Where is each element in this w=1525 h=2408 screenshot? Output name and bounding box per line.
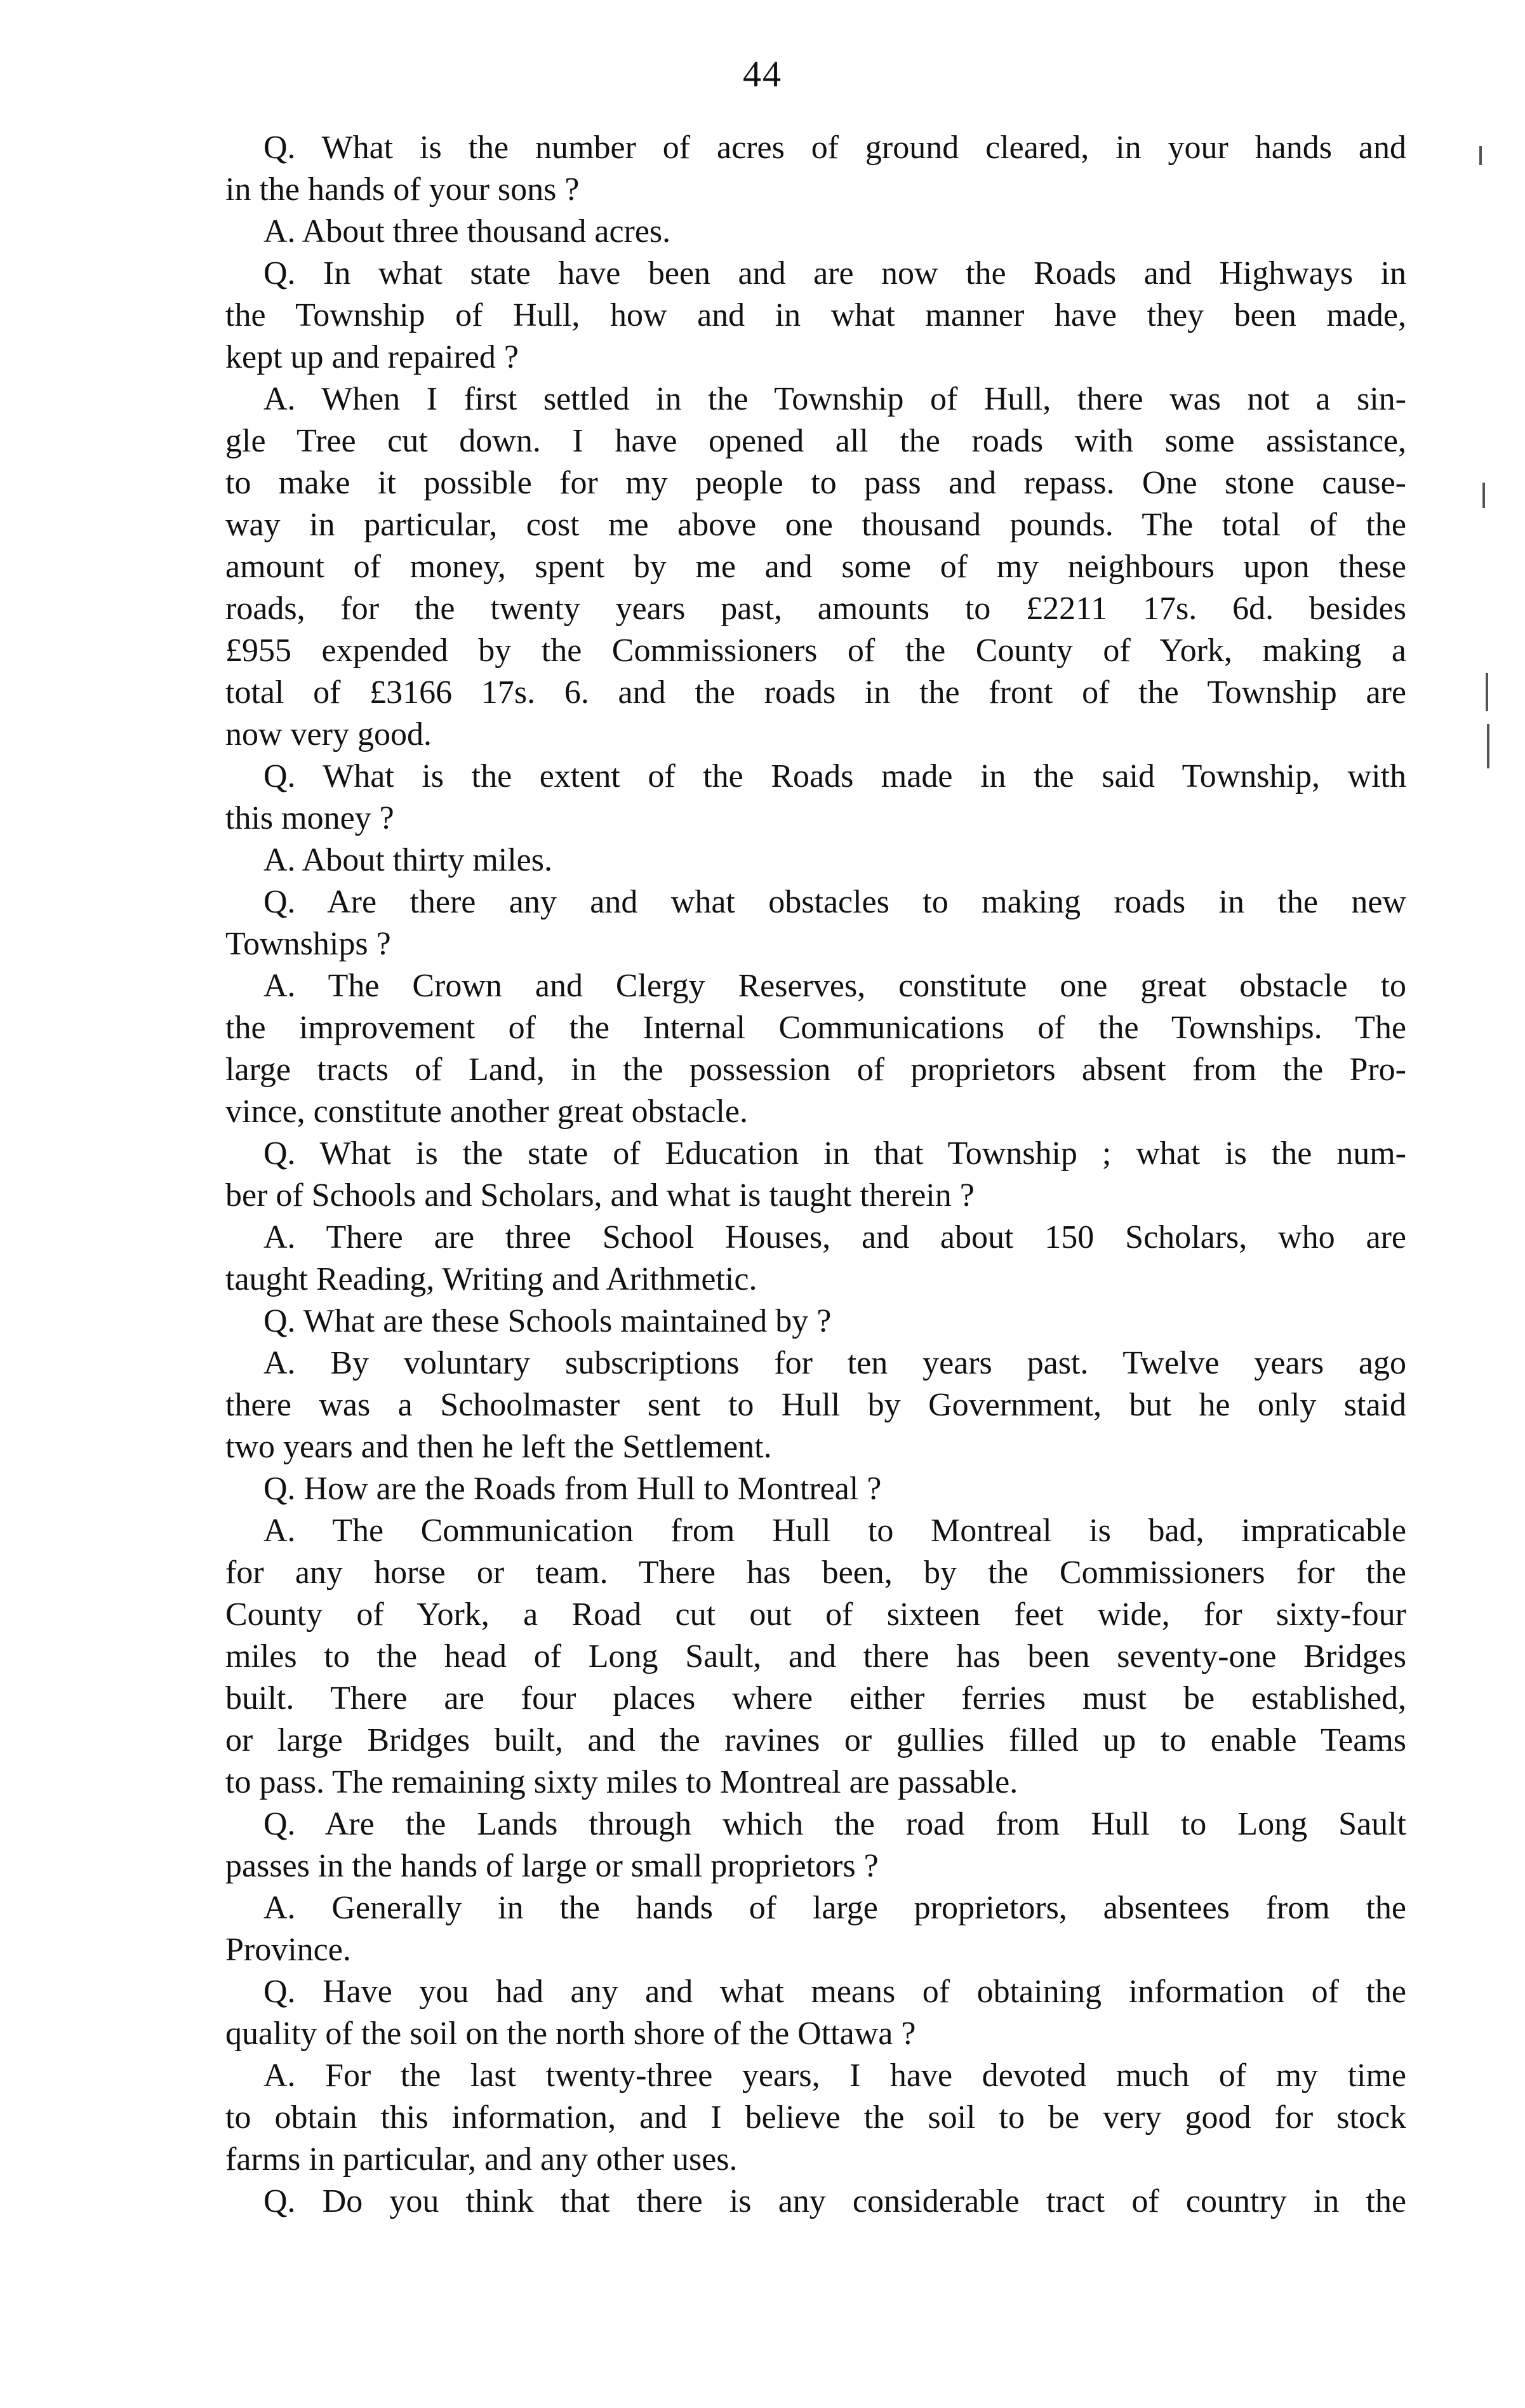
text-line: A. There are three School Houses, and about 150 Scholars, who are [263, 1219, 1406, 1255]
text-line: miles to the head of Long Sault, and there has been seventy-one Bridges [225, 1638, 1406, 1675]
margin-speck [1482, 483, 1485, 508]
text-line: A. The Communication from Hull to Montreal is bad, impraticable [263, 1513, 1406, 1549]
text-line: the Township of Hull, how and in what manner have they been made, [225, 297, 1406, 333]
text-line: Q. What is the number of acres of ground cleared, in your hands and [263, 130, 1406, 166]
text-line: kept up and repaired ? [225, 339, 519, 375]
text-line: now very good. [225, 716, 432, 752]
text-line: way in particular, cost me above one thousand pounds. The total of the [225, 507, 1406, 543]
text-line: Q. Are there any and what obstacles to making roads in the new [263, 884, 1406, 920]
text-line: A. When I first settled in the Township of Hull, there was not a sin- [263, 381, 1406, 417]
text-line: A. About thirty miles. [263, 842, 552, 878]
text-line: vince, constitute another great obstacle. [225, 1094, 749, 1130]
text-line: £955 expended by the Commissioners of the County of York, making a [225, 632, 1406, 669]
text-line: Province. [225, 1932, 351, 1968]
text-line: A. About three thousand acres. [263, 213, 671, 250]
text-line: County of York, a Road cut out of sixteen feet wide, for sixty-four [225, 1596, 1406, 1633]
text-line: Q. What is the extent of the Roads made in the said Township, with [263, 758, 1406, 794]
text-line: A. The Crown and Clergy Reserves, constitute one great obstacle to [263, 968, 1406, 1004]
text-line: or large Bridges built, and the ravines or gullies filled up to enable Teams [225, 1722, 1406, 1758]
text-line: Q. Do you think that there is any considerable tract of country in the [263, 2183, 1406, 2219]
text-line: there was a Schoolmaster sent to Hull by Government, but he only staid [225, 1387, 1406, 1423]
text-line: taught Reading, Writing and Arithmetic. [225, 1261, 757, 1297]
text-line: Q. In what state have been and are now the Roads and Highways in [263, 255, 1406, 291]
text-line: ber of Schools and Scholars, and what is taught therein ? [225, 1177, 975, 1214]
text-line: Q. Have you had any and what means of obtaining information of the [263, 1974, 1406, 2010]
text-line: built. There are four places where either ferries must be established, [225, 1680, 1406, 1716]
text-line: this money ? [225, 800, 394, 836]
text-line: quality of the soil on the north shore of the Ottawa ? [225, 2016, 916, 2052]
text-line: gle Tree cut down. I have opened all the roads with some assistance, [225, 423, 1406, 459]
text-line: A. Generally in the hands of large proprietors, absentees from the [263, 1890, 1406, 1926]
text-line: Q. What are these Schools maintained by ? [263, 1303, 832, 1339]
margin-speck [1479, 146, 1482, 165]
text-line: to make it possible for my people to pass and repass. One stone cause- [225, 465, 1406, 501]
margin-speck [1486, 673, 1488, 711]
text-line: passes in the hands of large or small proprietors ? [225, 1848, 879, 1884]
text-line: to pass. The remaining sixty miles to Montreal are passable. [225, 1764, 1018, 1800]
body-text [225, 127, 1406, 2223]
text-line: Q. Are the Lands through which the road from Hull to Long Sault [263, 1806, 1406, 1842]
text-line: farms in particular, and any other uses. [225, 2141, 738, 2177]
text-line: Townships ? [225, 926, 391, 962]
text-line: the improvement of the Internal Communications of the Townships. The [225, 1010, 1406, 1046]
text-line: Q. What is the state of Education in that Township ; what is the num- [263, 1135, 1406, 1172]
text-line: two years and then he left the Settlement. [225, 1429, 772, 1465]
text-line: to obtain this information, and I believe the soil to be very good for stock [225, 2099, 1406, 2136]
text-line: large tracts of Land, in the possession of proprietors absent from the Pro- [225, 1052, 1406, 1088]
text-line: amount of money, spent by me and some of my neighbours upon these [225, 549, 1406, 585]
text-line: roads, for the twenty years past, amounts to £2211 17s. 6d. besides [225, 591, 1406, 627]
text-line: A. For the last twenty-three years, I have devoted much of my time [263, 2057, 1406, 2094]
text-line: Q. How are the Roads from Hull to Montreal ? [263, 1471, 882, 1507]
text-line: in the hands of your sons ? [225, 171, 580, 208]
text-line: total of £3166 17s. 6. and the roads in the front of the Township are [225, 674, 1406, 711]
text-line: A. By voluntary subscriptions for ten years past. Twelve years ago [263, 1345, 1406, 1381]
page-number: 44 [743, 53, 782, 95]
margin-speck [1487, 724, 1489, 768]
text-line: for any horse or team. There has been, by the Commissioners for the [225, 1555, 1406, 1591]
